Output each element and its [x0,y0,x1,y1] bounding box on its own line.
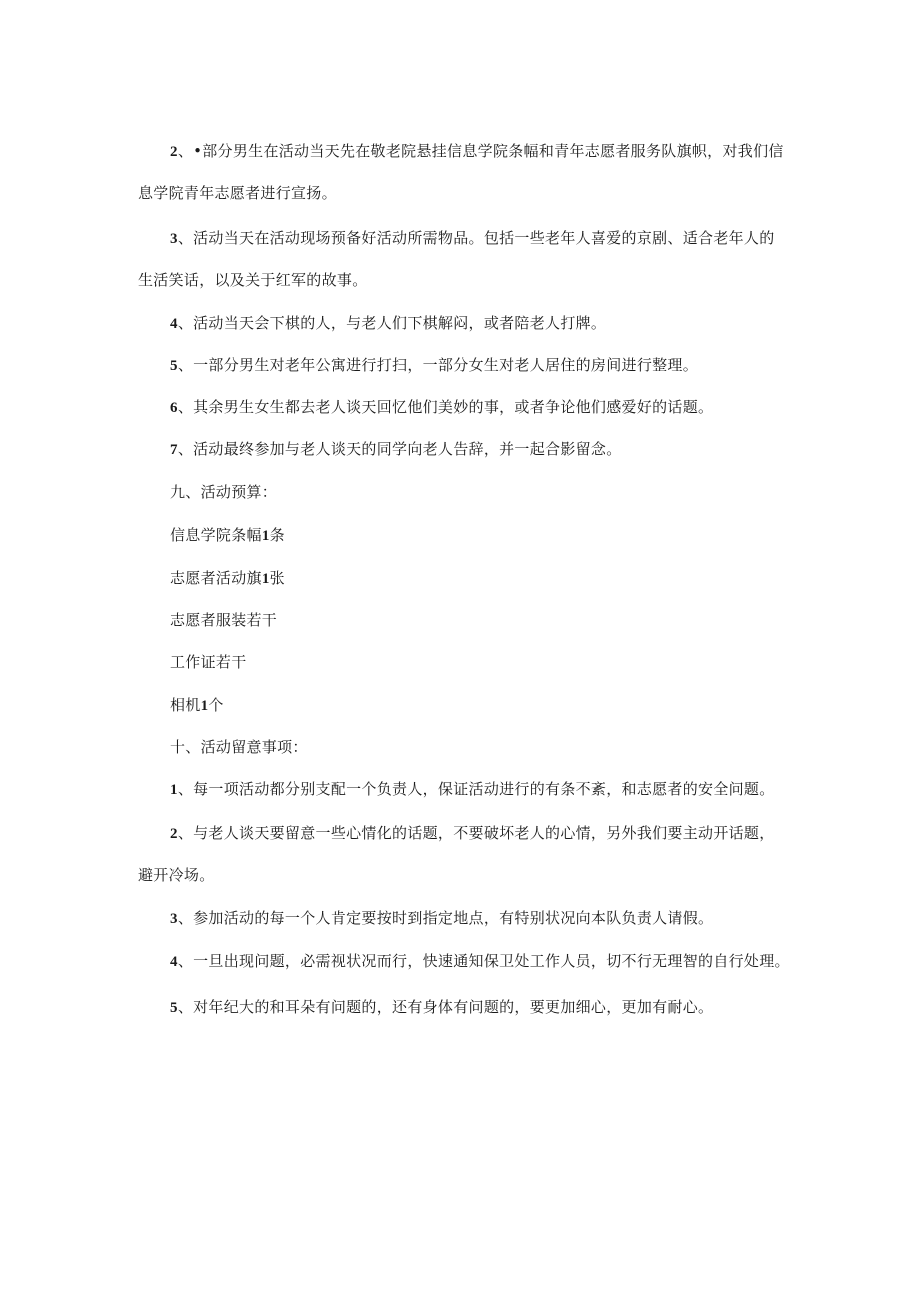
step-number: 7 [170,442,178,458]
note-text: 、与老人谈天要留意一些心情化的话题，不要破坏老人的心情，另外我们要主动开话题， [177,824,775,842]
step-3-line-2: 生活笑话，以及关于红军的故事。 [138,271,368,289]
note-4 [170,951,790,972]
step-6 [170,397,713,418]
budget-qty: 1 [261,528,270,544]
budget-qty: 1 [261,571,270,587]
step-text: 、一部分男生对老年公寓进行打扫，一部分女生对老人居住的房间进行整理。 [177,356,699,374]
note-number: 2 [170,826,178,842]
budget-item-badges: 工作证若干 [170,653,247,671]
budget-heading: 九、活动预算： [170,483,278,501]
note-3 [170,908,713,929]
note-number: 4 [170,954,178,970]
note-text: 、对年纪大的和耳朵有问题的，还有身体有问题的，要更加细心，更加有耐心。 [177,998,714,1016]
step-5 [170,355,698,376]
note-5 [170,997,713,1018]
step-2-line-2: 息学院青年志愿者进行宣扬。 [138,184,337,202]
step-3-line-1 [170,228,775,249]
step-text: 、活动最终参加与老人谈天的同学向老人告辞，并一起合影留念。 [177,440,622,458]
note-1 [170,779,775,800]
note-text: 、每一项活动都分别支配一个负责人，保证活动进行的有条不紊，和志愿者的安全问题。 [177,780,775,798]
note-2-line-1 [170,823,775,844]
budget-item-camera: 相机1个 [170,696,224,714]
note-text: 、参加活动的每一个人肯定要按时到指定地点，有特别状况向本队负责人请假。 [177,909,714,927]
step-text: 、其余男生女生都去老人谈天回忆他们美妙的事，或者争论他们感爱好的话题。 [177,398,714,416]
note-2-line-2: 避开冷场。 [138,866,215,884]
note-text: 、一旦出现问题，必需视状况而行，快速通知保卫处工作人员，切不行无理智的自行处理。 [177,952,790,970]
step-number: 2 [170,144,178,160]
step-4 [170,313,606,334]
notes-heading: 十、活动留意事项： [170,738,308,756]
note-number: 1 [170,782,178,798]
step-number: 5 [170,358,178,374]
note-number: 5 [170,1000,178,1016]
step-text: 、活动当天会下棋的人，与老人们下棋解闷，或者陪老人打牌。 [177,314,607,332]
step-number: 3 [170,231,178,247]
step-text: 、•部分男生在活动当天先在敬老院悬挂信息学院条幅和青年志愿者服务队旗帜，对我们信 [177,142,784,160]
budget-item-uniforms: 志愿者服装若干 [170,611,278,629]
step-text: 、活动当天在活动现场预备好活动所需物品。包括一些老年人喜爱的京剧、适合老年人的 [177,229,775,247]
budget-item-banner: 信息学院条幅1条 [170,526,285,544]
budget-qty: 1 [200,698,209,714]
note-number: 3 [170,911,178,927]
step-2-line-1 [170,141,784,162]
budget-item-flag: 志愿者活动旗1张 [170,569,285,587]
step-7 [170,439,622,460]
step-number: 6 [170,400,178,416]
step-number: 4 [170,316,178,332]
